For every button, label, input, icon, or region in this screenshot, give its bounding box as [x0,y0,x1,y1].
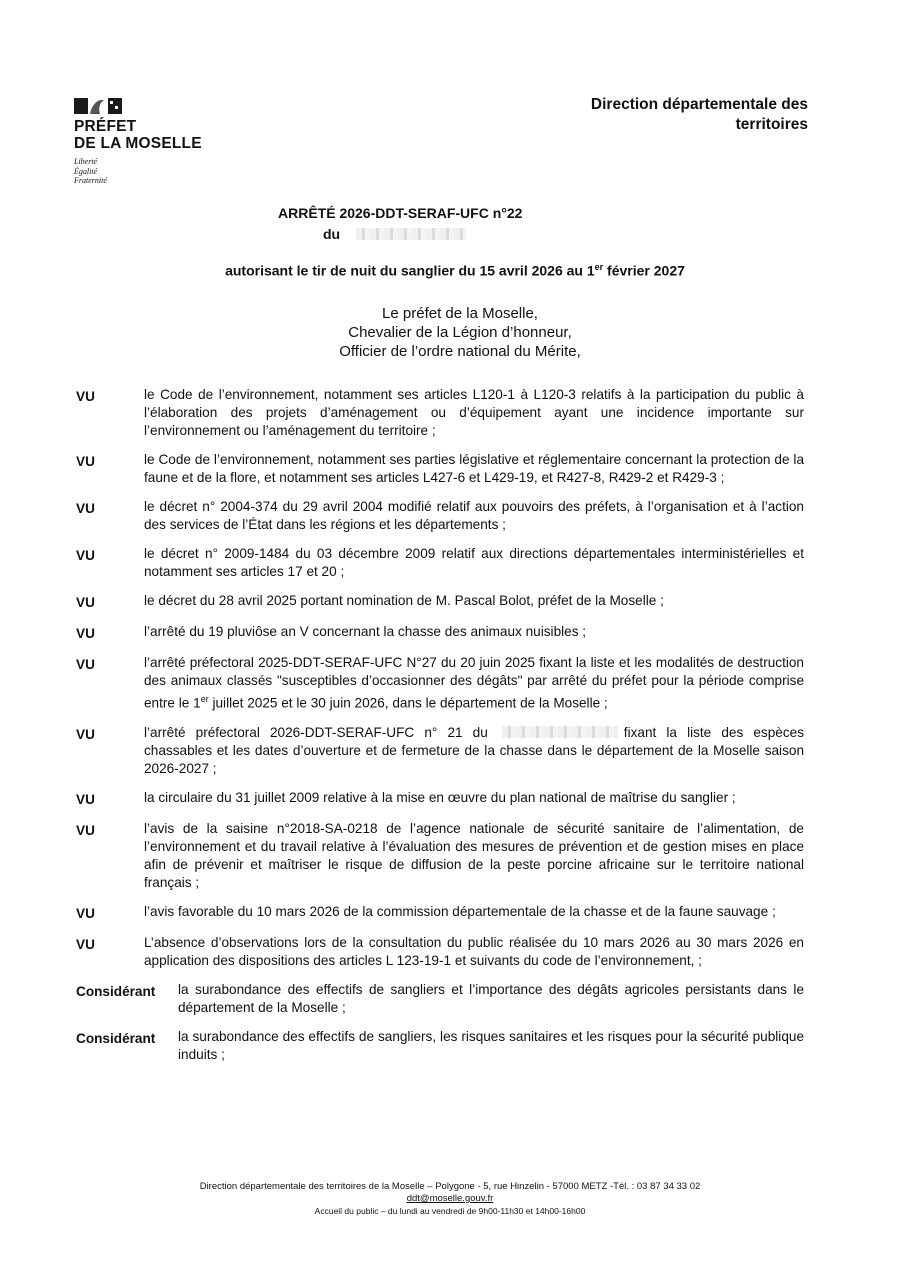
marianne-emblem-icon [74,98,122,114]
subject-end: février 2027 [603,262,685,279]
considerant-item [76,1028,804,1064]
motto-liberte: Liberté [74,157,98,166]
prefet-line-2: Chevalier de la Légion d’honneur, [348,324,572,341]
logo-prefet: PRÉFET [74,118,137,135]
vu-label: VU [76,454,95,469]
visa-text [144,654,804,713]
considerant-label: Considérant [76,983,156,999]
motto-egalite: Égalité [74,166,98,176]
considerant-item [76,981,804,1017]
logo-moselle: DE LA MOSELLE [74,135,202,152]
visa-item [76,386,804,440]
visa-text: l’arrêté du 19 pluviôse an V concernant la chasse des animaux nuisibles ; [144,624,587,639]
visa-item [76,545,804,581]
considerant-text: la surabondance des effectifs de sangliers, les risques sanitaires et les risques pour la sécurité publique induits ; [178,1028,804,1062]
visa-7-sup: er [200,694,209,704]
prefet-titles [0,304,900,361]
visa-text [144,724,804,778]
visa-8-end: fixant la liste des espèces chassables et les dates d’ouverture et de fermeture de la chasse dans le département de la Moselle saison 2026-2027 ; [144,724,804,776]
footer-address: Direction départementale des territoires de la Moselle – Polygone - 5, rue Hinzelin - 57000 METZ -Tél. : 03 87 34 33 02 [199,1181,701,1192]
visa-8-text: l’arrêté préfectoral 2026-DDT-SERAF-UFC n° 21 du [144,724,488,740]
vu-label: VU [76,626,95,641]
considerant-label: Considérant [76,1030,156,1046]
vu-label: VU [76,389,95,404]
visa-text: le décret du 28 avril 2025 portant nomination de M. Pascal Bolot, préfet de la Moselle ; [144,593,664,608]
considerant-text: la surabondance des effectifs de sangliers et l’importance des dégâts agricoles persistants dans le département de la Moselle ; [178,981,804,1015]
vu-label: VU [76,548,95,563]
prefet-line-1: Le préfet de la Moselle, [382,305,538,322]
visa-item [76,934,804,970]
date-stamp-redacted [356,228,466,240]
visa-text: L’absence d’observations lors de la consultation du public réalisée du 10 mars 2026 au 30 mars 2026 en application des dispositions des articles L 123-19-1 et suivants du code de l’environnement, ; [144,934,804,968]
date-stamp-redacted [502,726,618,738]
vu-label: VU [76,822,95,838]
footer-hours: Accueil du public – du lundi au vendredi de 9h00-11h30 et 14h00-16h00 [314,1206,586,1216]
subject-sup: er [594,262,604,272]
footer-email-link[interactable]: ddt@moselle.gouv.fr [406,1193,494,1204]
vu-label: VU [76,936,95,952]
visa-item [76,789,804,809]
prefet-line-3: Officier de l’ordre national du Mérite, [339,343,581,360]
visa-text: le Code de l’environnement, notamment ses parties législative et réglementaire concernant la protection de la faune et de la flore, et notamment ses articles L427-6 et L429-19, et R427-8, R429-2 et R429-3 ; [144,452,804,485]
vu-label: VU [76,595,95,610]
prefecture-logo [74,98,234,186]
arrete-title: ARRÊTÉ 2026-DDT-SERAF-UFC n°22 [278,205,523,221]
visa-7-end: juillet 2025 et le 30 juin 2026, dans le département de la Moselle ; [208,695,608,711]
motto-fraternite: Fraternité [74,176,107,185]
visa-item [76,654,804,713]
vu-label: VU [76,657,95,672]
arrete-date [323,226,466,242]
visa-item [76,623,804,643]
visa-text: le décret n° 2004-374 du 29 avril 2004 modifié relatif aux pouvoirs des préfets, à l’organisation et à l’action des services de l’État dans les régions et les départements ; [144,499,804,532]
visas-section [76,386,804,1064]
vu-label: VU [76,501,95,516]
visa-text: le décret n° 2009-1484 du 03 décembre 2009 relatif aux directions départementales interministérielles et notamment ses articles 17 et 20 ; [144,546,804,579]
page-footer [0,1181,900,1217]
visa-text: la circulaire du 31 juillet 2009 relative à la mise en œuvre du plan national de maîtrise du sanglier ; [144,789,736,805]
visa-item [76,820,804,892]
vu-label: VU [76,726,95,742]
vu-label: VU [76,905,95,921]
visa-text: l’avis de la saisine n°2018-SA-0218 de l’agence nationale de sécurité sanitaire de l’alimentation, de l’environnement et du travail relative à l’évaluation des mesures de prévention et de gestion mises en place afin de prévenir et maîtriser le risque de diffusion de la peste porcine africaine sur le territoire national français ; [144,820,804,890]
visa-item [76,498,804,534]
direction-line-1: Direction départementale des [590,96,808,113]
visa-item [76,592,804,612]
visa-text: le Code de l’environnement, notamment ses articles L120-1 à L120-3 relatifs à la participation du public à l’élaboration des projets d’aménagement ou d’équipement ayant une incidence importante sur l’environnement ou l’aménagement du territoire ; [144,387,804,438]
issuing-direction [591,95,808,135]
visa-7-text: l’arrêté préfectoral 2025-DDT-SERAF-UFC N°27 du 20 juin 2025 fixant la liste et les modalités de destruction des animaux classés "susceptibles d’occasionner des dégâts" par arrêté du préfet pour la période comprise entre le 1 [144,655,804,711]
republic-motto [74,157,234,186]
visa-item [76,724,804,778]
visa-text: l’avis favorable du 10 mars 2026 de la commission départementale de la chasse et de la faune sauvage ; [144,903,776,919]
vu-label: VU [76,791,95,807]
visa-item [76,451,804,487]
arrete-du-label: du [323,226,341,242]
arrete-subject [0,262,900,279]
direction-line-2: territoires [735,116,808,133]
subject-text: autorisant le tir de nuit du sanglier du 15 avril 2026 au 1 [225,262,595,279]
visa-item [76,903,804,923]
